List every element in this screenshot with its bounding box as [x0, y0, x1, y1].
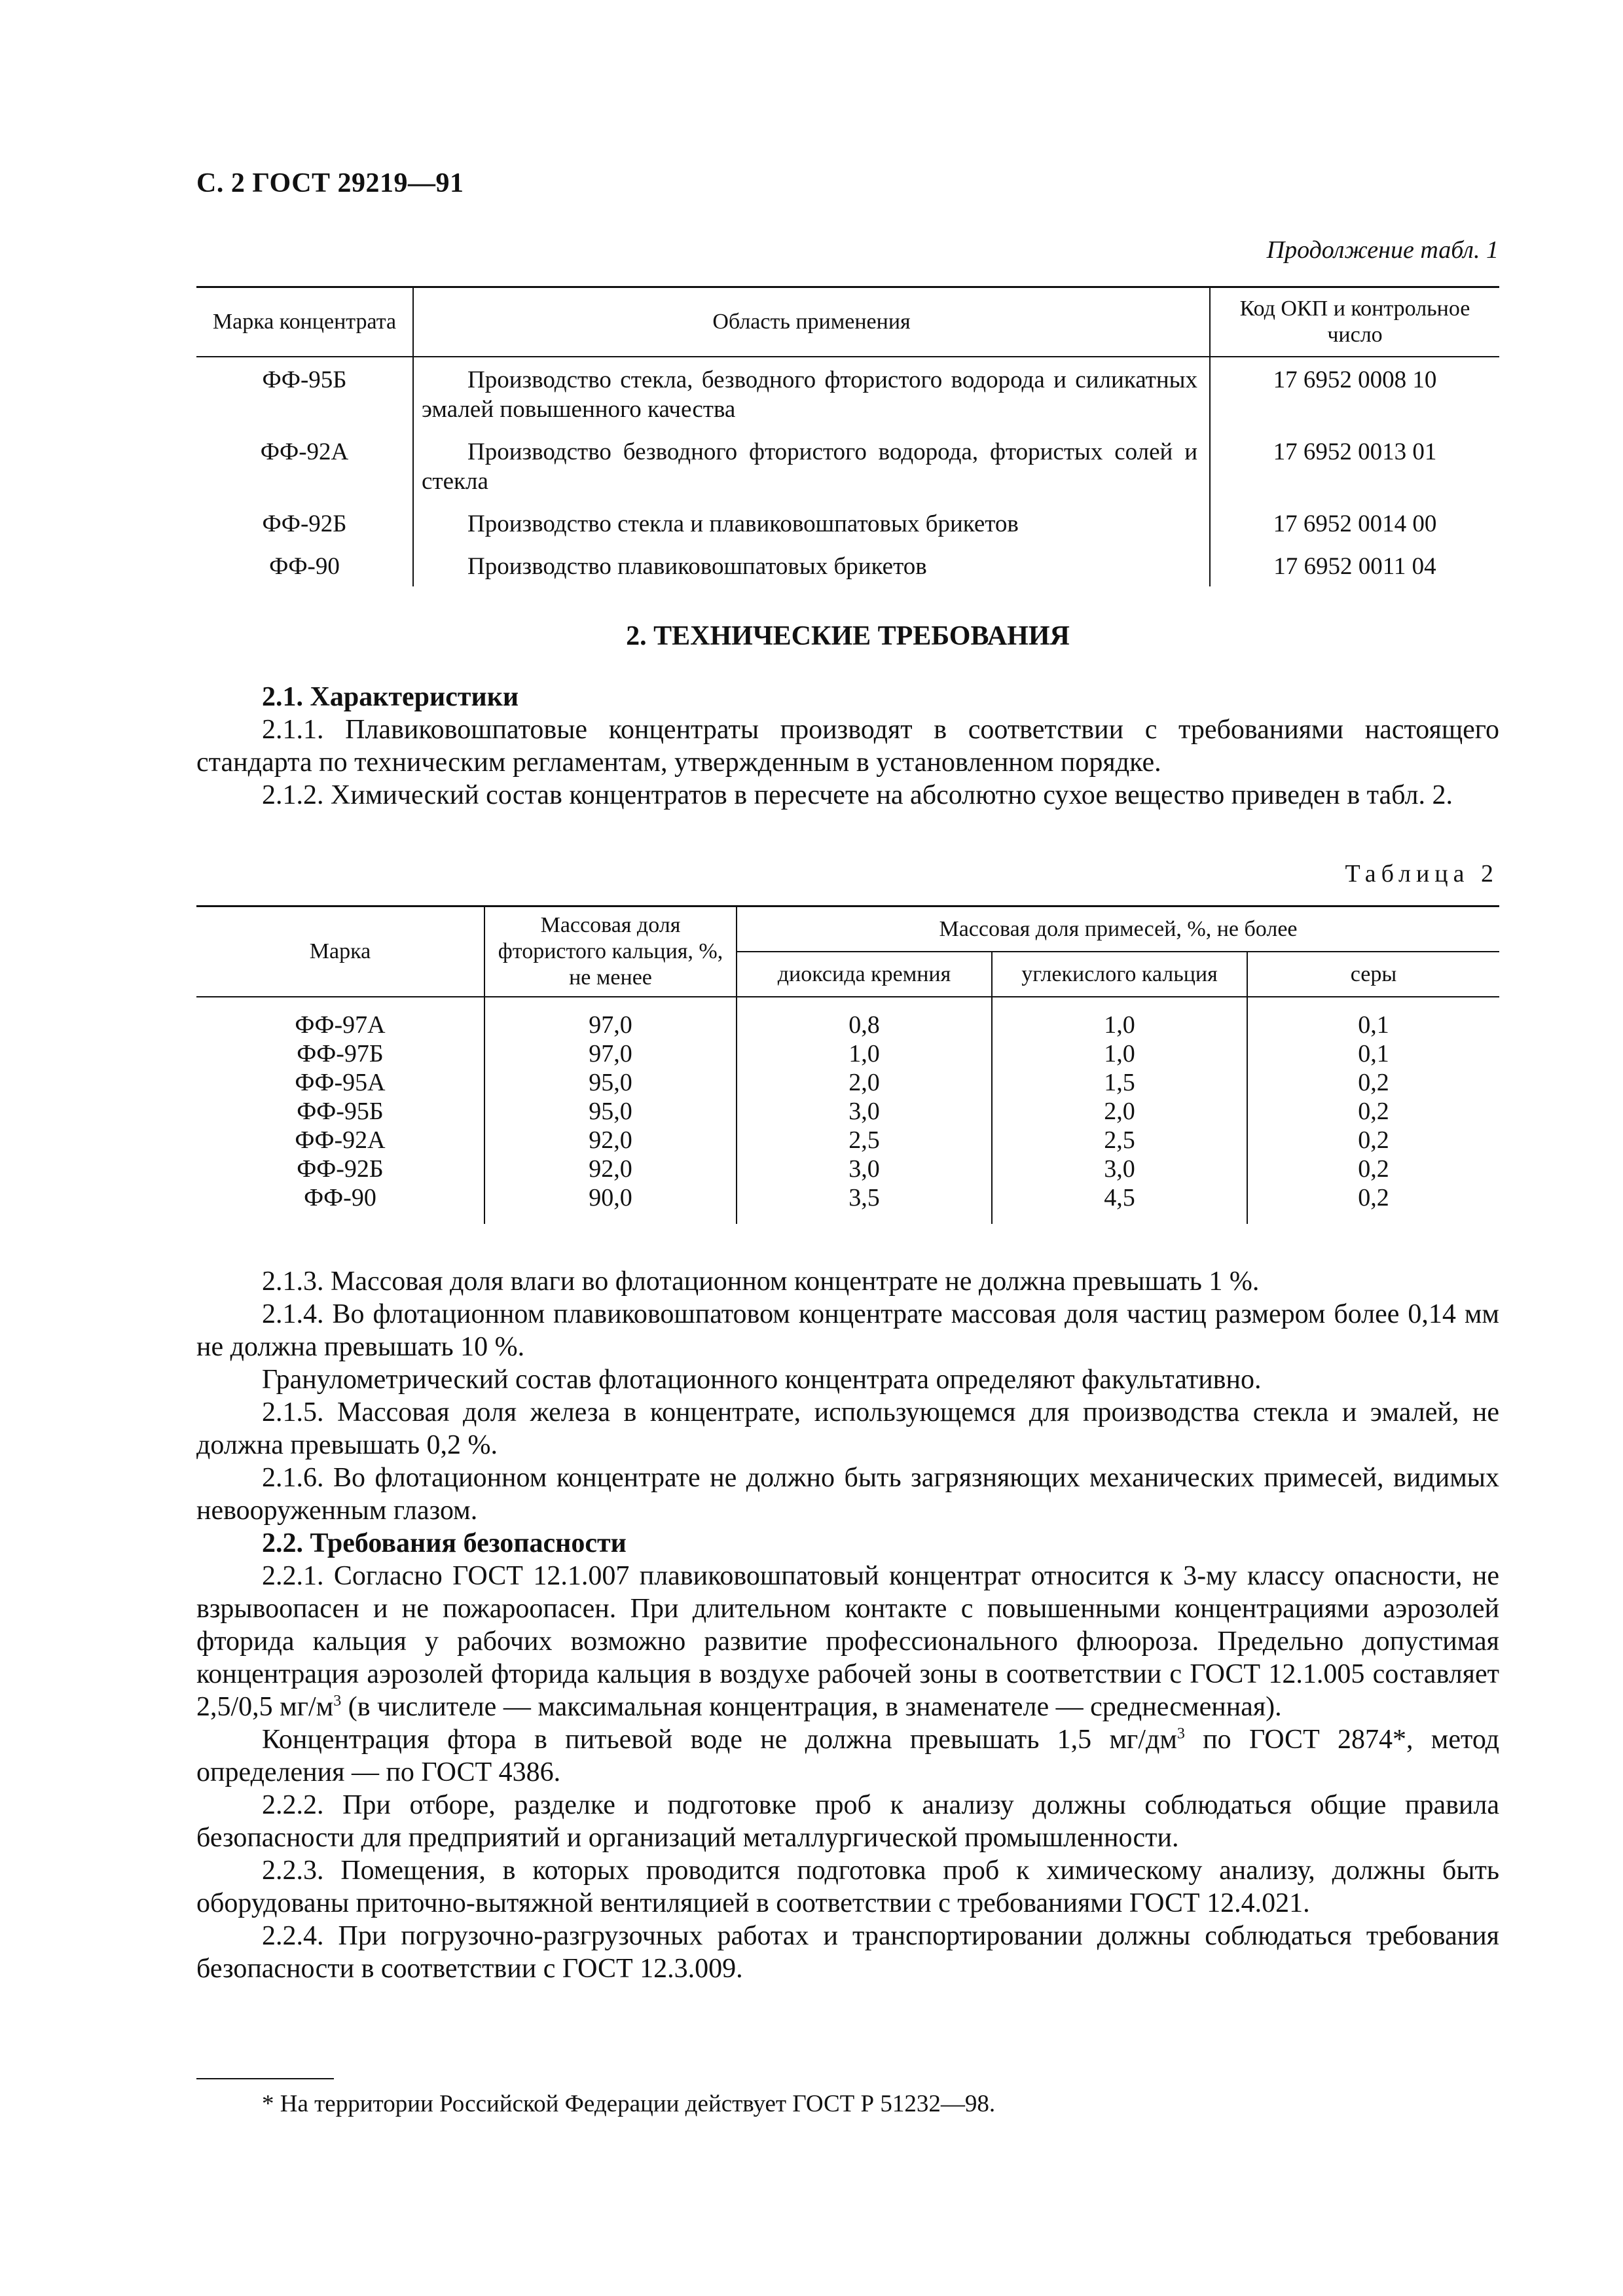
t1-header-mark: Марка концентрата — [196, 287, 413, 357]
t1-header-application: Область применения — [413, 287, 1210, 357]
t1-cell-code: 17 6952 0011 04 — [1273, 553, 1436, 580]
t1-cell-mark: ФФ-92А — [196, 429, 413, 501]
paragraph — [196, 1723, 1499, 1789]
paragraph-part: 2.2.1. Согласно ГОСТ 12.1.007 плавиковошпатовый концентрат относится к 3-му классу опасности, не взрывоопасен и не пожароопасен. При длительном контакте с повышенными концентрациями аэрозолей фторида кальция у рабочих возможно развитие профессионального флюороза. Предельно допустимая концентрация аэрозолей фторида кальция в воздухе рабочей зоны в соответствии с ГОСТ 12.1.005 составляет 2,5/0,5 мг/м — [196, 1561, 1499, 1722]
t2-cell-sulfur: 0,2 — [1247, 1097, 1499, 1126]
section-title: 2. ТЕХНИЧЕСКИЕ ТРЕБОВАНИЯ — [626, 621, 1070, 651]
t2-cell-caf2: 90,0 — [484, 1183, 737, 1224]
t2-cell-caco3: 1,0 — [992, 1039, 1247, 1068]
t1-cell-mark: ФФ-90 — [196, 544, 413, 586]
table-row — [196, 997, 1499, 1039]
table-row — [196, 1183, 1499, 1224]
superscript: 3 — [333, 1693, 342, 1710]
t2-cell-mark: ФФ-90 — [304, 1184, 376, 1211]
t1-cell-mark: ФФ-95Б — [196, 357, 413, 429]
t2-cell-sio2: 3,0 — [737, 1155, 992, 1183]
t2-cell-sio2: 2,0 — [737, 1068, 992, 1097]
table-row — [196, 1039, 1499, 1068]
t2-body — [196, 997, 1499, 1224]
table-row — [196, 429, 1499, 501]
t2-cell-caco3: 2,5 — [992, 1126, 1247, 1155]
table-2-label: Таблица 2 — [1345, 860, 1499, 888]
t2-header-caco3: углекислого кальция — [992, 952, 1247, 997]
t2-cell-caco3: 4,5 — [992, 1183, 1247, 1224]
t1-cell-code: 17 6952 0013 01 — [1273, 439, 1437, 465]
paragraph: 2.1.2. Химический состав концентратов в пересчете на абсолютно сухое вещество приведен в табл. 2. — [262, 780, 1453, 810]
paragraph: 2.1.3. Массовая доля влаги во флотационном концентрате не должна превышать 1 %. — [262, 1266, 1260, 1297]
paragraph-part: Концентрация фтора в питьевой воде не должна превышать 1,5 мг/дм — [262, 1725, 1177, 1755]
paragraph: 2.2.2. При отборе, разделке и подготовке проб к анализу должны соблюдаться общие правила безопасности для предприятий и организаций металлургической промышленности. — [196, 1790, 1499, 1853]
t1-cell-code: 17 6952 0014 00 — [1273, 511, 1437, 537]
t2-cell-caco3: 2,0 — [992, 1097, 1247, 1126]
subsection-heading: 2.2. Требования безопасности — [262, 1528, 627, 1558]
page-header: С. 2 ГОСТ 29219—91 — [196, 168, 464, 198]
t2-cell-sulfur: 0,2 — [1247, 1155, 1499, 1183]
t2-cell-sulfur: 0,2 — [1247, 1183, 1499, 1224]
footnote-divider — [196, 2078, 334, 2079]
t2-cell-sio2: 3,5 — [737, 1183, 992, 1224]
paragraph — [196, 1560, 1499, 1723]
paragraph: 2.2.4. При погрузочно-разгрузочных работах и транспортировании должны соблюдаться требования безопасности в соответствии с ГОСТ 12.3.009. — [196, 1921, 1499, 1984]
t2-cell-mark: ФФ-92А — [295, 1126, 386, 1154]
section-2-body-text — [196, 1265, 1499, 1985]
section-2-1-text — [196, 681, 1499, 812]
t2-cell-caf2: 92,0 — [484, 1155, 737, 1183]
t1-header-okp-code: Код ОКП и контрольное число — [1210, 287, 1499, 357]
t2-cell-caco3: 3,0 — [992, 1155, 1247, 1183]
t2-cell-sulfur: 0,2 — [1247, 1126, 1499, 1155]
t2-cell-caf2: 95,0 — [484, 1097, 737, 1126]
t1-cell-mark: ФФ-92Б — [196, 501, 413, 544]
paragraph: 2.1.1. Плавиковошпатовые концентраты производят в соответствии с требованиями настоящего стандарта по техническим регламентам, утвержденным в установленном порядке. — [196, 715, 1499, 778]
t2-cell-mark: ФФ-95Б — [297, 1098, 384, 1125]
superscript: 3 — [1176, 1725, 1185, 1742]
t2-cell-sulfur: 0,1 — [1247, 1039, 1499, 1068]
t1-cell-application: Производство безводного фтористого водорода, фтористых солей и стекла — [413, 429, 1210, 501]
t2-cell-sio2: 1,0 — [737, 1039, 992, 1068]
paragraph: 2.1.6. Во флотационном концентрате не должно быть загрязняющих механических примесей, видимых невооруженным глазом. — [196, 1463, 1499, 1526]
t2-header-impurities: Массовая доля примесей, %, не более — [737, 906, 1499, 952]
t1-cell-application: Производство стекла, безводного фтористого водорода и силикатных эмалей повышенного качества — [413, 357, 1210, 429]
paragraph: 2.1.4. Во флотационном плавиковошпатовом концентрате массовая доля частиц размером более 0,14 мм не должна превышать 10 %. — [196, 1299, 1499, 1362]
t2-cell-caco3: 1,0 — [992, 997, 1247, 1039]
table-row — [196, 1068, 1499, 1097]
t2-cell-sulfur: 0,1 — [1247, 997, 1499, 1039]
t2-cell-sio2: 3,0 — [737, 1097, 992, 1126]
t2-cell-caf2: 97,0 — [484, 997, 737, 1039]
table-row — [196, 1155, 1499, 1183]
table-row — [196, 1126, 1499, 1155]
t2-header-mark: Марка — [196, 906, 484, 997]
t1-cell-code: 17 6952 0008 10 — [1273, 367, 1437, 393]
paragraph-part: по ГОСТ 2874*, метод определения — по ГОСТ 4386. — [196, 1725, 1499, 1787]
t1-cell-application: Производство стекла и плавиковошпатовых брикетов — [413, 501, 1210, 544]
table-continued-caption: Продолжение табл. 1 — [1266, 236, 1499, 264]
t2-cell-mark: ФФ-97А — [295, 1011, 386, 1039]
t2-header-caf2: Массовая доля фтористого кальция, %, не менее — [484, 906, 737, 997]
t2-cell-sulfur: 0,2 — [1247, 1068, 1499, 1097]
table-1-continued — [196, 286, 1499, 586]
table-2 — [196, 905, 1499, 1224]
t2-header-sio2: диоксида кремния — [737, 952, 992, 997]
t2-cell-caf2: 92,0 — [484, 1126, 737, 1155]
paragraph: 2.1.5. Массовая доля железа в концентрате, использующемся для производства стекла и эмалей, не должна превышать 0,2 %. — [196, 1397, 1499, 1460]
t2-cell-caco3: 1,5 — [992, 1068, 1247, 1097]
t2-cell-sio2: 0,8 — [737, 997, 992, 1039]
table-row — [196, 1097, 1499, 1126]
paragraph: Гранулометрический состав флотационного концентрата определяют факультативно. — [262, 1365, 1262, 1395]
t2-cell-mark: ФФ-95А — [295, 1069, 386, 1096]
t1-cell-application: Производство плавиковошпатовых брикетов — [413, 544, 1210, 586]
subsection-heading: 2.1. Характеристики — [262, 682, 519, 712]
table-row — [196, 544, 1499, 586]
paragraph: 2.2.3. Помещения, в которых проводится подготовка проб к химическому анализу, должны быть оборудованы приточно-вытяжной вентиляцией в соответствии с требованиями ГОСТ 12.4.021. — [196, 1856, 1499, 1918]
t2-cell-mark: ФФ-97Б — [297, 1040, 384, 1067]
t2-cell-caf2: 95,0 — [484, 1068, 737, 1097]
t2-cell-sio2: 2,5 — [737, 1126, 992, 1155]
t2-header-sulfur: серы — [1247, 952, 1499, 997]
table-row — [196, 357, 1499, 429]
t2-cell-mark: ФФ-92Б — [297, 1155, 384, 1183]
table-row — [196, 501, 1499, 544]
paragraph-part: (в числителе — максимальная концентрация, в знаменателе — среднесменная). — [348, 1692, 1282, 1722]
footnote: * На территории Российской Федерации действует ГОСТ Р 51232—98. — [262, 2090, 996, 2117]
t2-cell-caf2: 97,0 — [484, 1039, 737, 1068]
